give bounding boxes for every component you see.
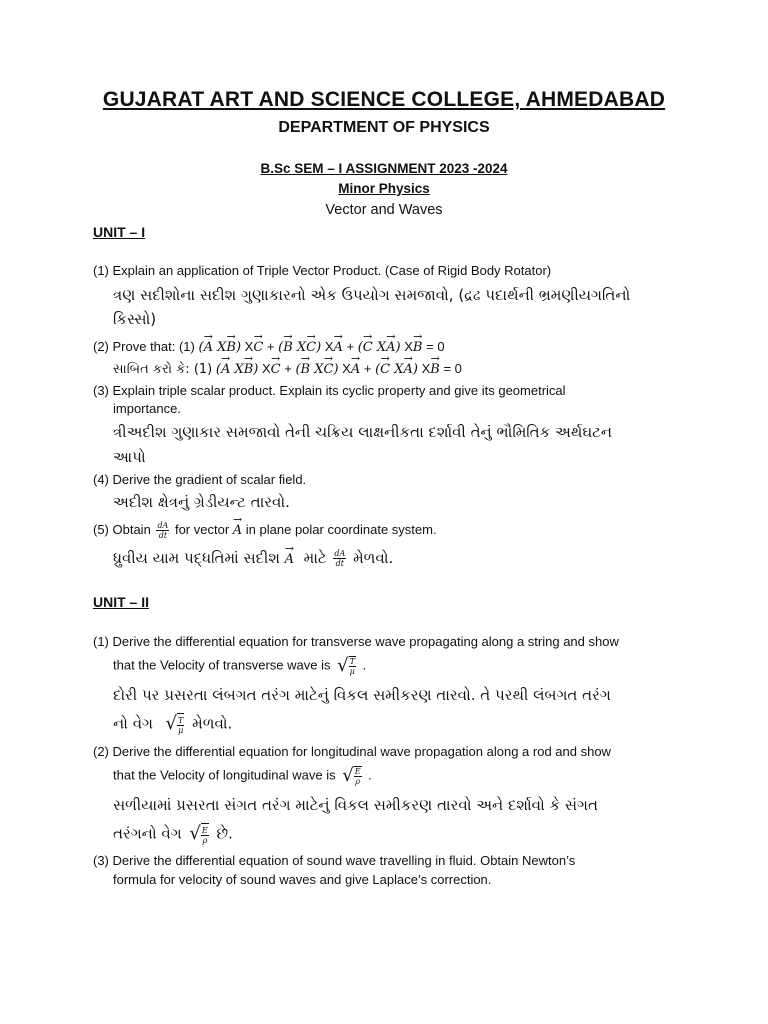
vector-b: → B <box>244 359 254 379</box>
fraction-denominator: μ <box>178 725 184 735</box>
unit1-q1-english: (1) Explain an application of Triple Vector Product. (Case of Rigid Body Rotator) <box>93 263 552 278</box>
vector-a: → A <box>233 520 242 540</box>
sqrt-e-over-rho: √ $\frac{E}{\rho}$ <box>342 765 361 786</box>
q5-gu-text-a: ધ્રુવીય યામ પદ્ધતિમાં સદીશ <box>113 549 280 567</box>
fraction-numerator: E <box>354 767 361 776</box>
unit2-q2-gujarati-line2 <box>113 823 233 845</box>
cross-sign: X <box>244 339 254 354</box>
period: . <box>362 657 367 673</box>
cross-sign: X <box>421 361 431 376</box>
unit2-q3-english-line2: formula for velocity of sound waves and give Laplace’s correction. <box>113 872 492 887</box>
unit1-q2-gujarati: સાબિત કરો કે: (1) (→ A X→ B) X→ C + (→ B X→ C) X→ A + (→ C X→ A) X→ B = 0 <box>113 359 462 379</box>
q5-gu-text-c: મેળવો. <box>353 549 394 567</box>
plus-sign: + <box>363 361 372 376</box>
plus-sign: + <box>346 339 355 354</box>
college-title: GUJARAT ART AND SCIENCE COLLEGE, AHMEDABAD <box>102 88 666 111</box>
vector-c: → C <box>306 337 316 357</box>
unit1-q5-english <box>93 520 437 540</box>
fraction-denominator: μ <box>349 667 355 676</box>
cross-sign: X <box>324 339 334 354</box>
unit1-q1-gujarati-line1: ત્રણ સદીશોના સદીશ ગુણાકારનો એક ઉપયોગ સમજાવો, (દ્રઢ પદાર્થની ભ્રમણીયગતિનો <box>113 286 631 304</box>
unit1-q1-gujarati-line2: કિસ્સો) <box>113 310 157 328</box>
fraction-denominator: dt <box>158 531 168 541</box>
q1-gu-text-a: નો વેગ <box>113 714 153 733</box>
cross-sign: X <box>217 340 227 355</box>
unit2-q3-english-line1: (3) Derive the differential equation of sound wave travelling in fluid. Obtain Newton’s <box>93 853 576 868</box>
vector-a: → A <box>404 359 413 379</box>
unit2-q2-gujarati-line1: સળીયામાં પ્રસરતા સંગત તરંગ માટેનું વિકલ સમીકરણ તારવો અને દર્શાવો કે સંગત <box>113 796 598 814</box>
vector-c: → C <box>380 359 390 379</box>
q2-gu-text-b: છે. <box>216 824 233 843</box>
unit2-q2-english-line1: (2) Derive the differential equation for longitudinal wave propagation along a rod and show <box>93 744 611 759</box>
unit1-q3-english-line2: importance. <box>113 401 181 416</box>
q5-gu-text-b: માટે <box>303 549 327 567</box>
vector-b: → B <box>413 337 423 357</box>
fraction-denominator: ρ <box>355 777 360 786</box>
unit2-q1-gujarati-line1: દોરી પર પ્રસરતા લંબગત તરંગ માટેનું વિકલ સમીકરણ તારવો. તે પરથી લંબગત તરંગ <box>113 686 611 704</box>
q1-text: that the Velocity of transverse wave is <box>113 657 331 673</box>
fraction-denominator: ρ <box>202 835 208 845</box>
fraction-numerator: T <box>178 715 184 725</box>
q2-gujarati-prefix: સાબિત કરો કે: (1) <box>113 362 213 377</box>
unit1-q3-gujarati-line2: આપો <box>113 448 146 466</box>
q5-text-a: (5) Obtain <box>93 522 151 537</box>
unit2-q1-gujarati-line2 <box>113 713 232 735</box>
vector-b: → B <box>430 359 440 379</box>
q2-text: that the Velocity of longitudinal wave is <box>113 767 336 783</box>
unit1-q3-english-line1: (3) Explain triple scalar product. Explain its cyclic property and give its geometrical <box>93 383 566 398</box>
vector-a: → A <box>285 548 294 570</box>
cross-sign: X <box>262 361 271 376</box>
cross-sign: X <box>296 340 307 355</box>
cross-sign: X <box>314 362 324 377</box>
unit1-q4-gujarati: અદીશ ક્ષેત્રનું ગ્રેડીયન્ટ તારવો. <box>113 493 290 511</box>
vector-a: → A <box>204 337 213 357</box>
fraction-numerator: E <box>201 825 208 835</box>
equals-zero: = 0 <box>443 361 462 376</box>
vector-b: → B <box>226 337 236 357</box>
cross-sign: X <box>394 362 404 377</box>
q2-gu-text-a: તરંગનો વેગ <box>113 824 182 843</box>
unit1-q4-english: (4) Derive the gradient of scalar field. <box>93 472 307 487</box>
cross-sign: X <box>234 362 244 377</box>
equals-zero: = 0 <box>426 339 445 354</box>
vector-c: → C <box>271 359 281 379</box>
sqrt-t-over-mu: √ $\frac{T}{\mu}$ <box>165 713 184 735</box>
fraction-denominator: dt <box>335 559 345 568</box>
unit2-q1-english-line2 <box>113 656 366 676</box>
q5-text-c: in plane polar coordinate system. <box>245 522 437 537</box>
fraction-da-dt <box>156 521 169 540</box>
unit1-q2-english: (2) Prove that: (1) (→ A X→ B) X→ C + (→ B X→ C) X→ A + (→ C X→ A) X→ B = 0 <box>93 337 445 357</box>
vector-a: → A <box>221 359 230 379</box>
fraction-numerator: dA <box>157 521 169 531</box>
vector-a: → A <box>351 359 360 379</box>
unit2-q1-english-line1: (1) Derive the differential equation for transverse wave propagating along a string and show <box>93 634 619 649</box>
fraction-numerator: dA <box>334 549 346 558</box>
fraction-numerator: T <box>349 657 355 666</box>
q2-prefix: (2) Prove that: (1) <box>93 339 195 354</box>
vector-c: → C <box>324 359 334 379</box>
vector-c: → C <box>253 337 263 357</box>
unit2-q2-english-line2 <box>113 766 372 786</box>
vector-b: → B <box>301 359 311 379</box>
fraction-da-dt <box>333 549 346 568</box>
department-title: DEPARTMENT OF PHYSICS <box>278 119 490 136</box>
plus-sign: + <box>284 361 292 376</box>
unit-2-heading: UNIT – II <box>93 594 150 610</box>
period: . <box>368 767 372 783</box>
course-title: Minor Physics <box>338 181 430 196</box>
unit1-q3-gujarati-line1: ત્રીઅદીશ ગુણાકાર સમજાવો તેની ચક્રિય લાક્ષનીકતા દર્શાવી તેનું ભૌમિતિક અર્થઘટન <box>113 423 613 441</box>
assignment-title: B.Sc SEM – I ASSIGNMENT 2023 -2024 <box>260 161 508 176</box>
vector-c: → C <box>363 337 373 357</box>
subject-title: Vector and Waves <box>325 202 443 218</box>
sqrt-t-over-mu: √ $\frac{T}{\mu}$ <box>337 655 355 676</box>
cross-sign: X <box>376 340 387 355</box>
vector-b: → B <box>283 337 293 357</box>
unit1-q5-gujarati <box>113 548 393 570</box>
plus-sign: + <box>266 339 275 354</box>
cross-sign: X <box>404 339 413 354</box>
sqrt-e-over-rho: √ $\frac{E}{\rho}$ <box>189 823 208 845</box>
q1-gu-text-b: મેળવો. <box>192 714 233 733</box>
vector-a: → A <box>333 337 342 357</box>
cross-sign: X <box>342 361 351 376</box>
q5-text-b: for vector <box>174 522 230 537</box>
unit-1-heading: UNIT – I <box>93 224 146 240</box>
vector-a: → A <box>386 337 395 357</box>
